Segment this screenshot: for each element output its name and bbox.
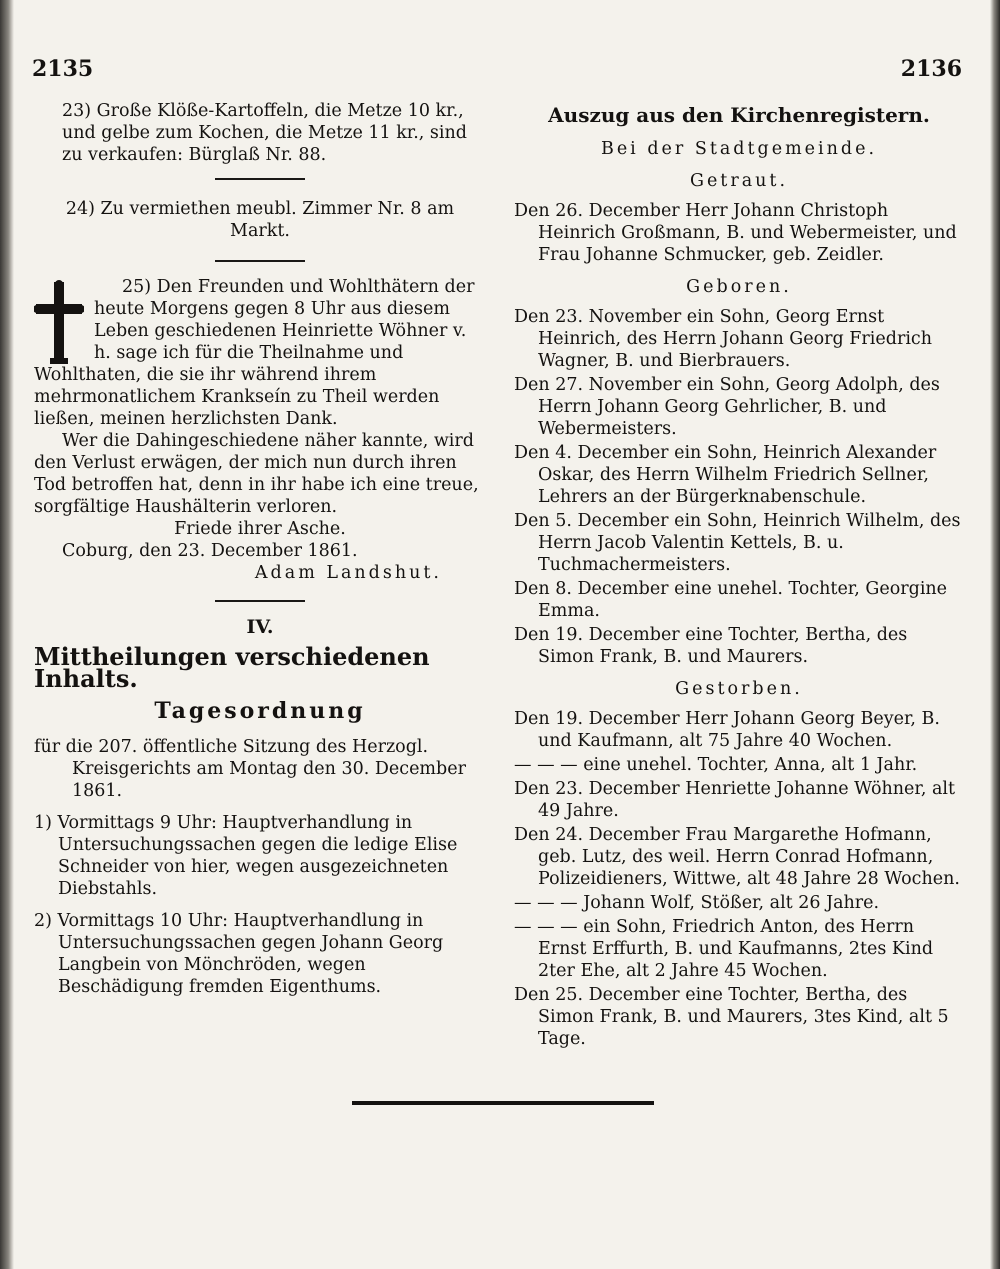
- ad-25-place-date: Coburg, den 23. December 1861.: [62, 541, 358, 561]
- registry-title: Auszug aus den Kirchenregistern.: [548, 103, 930, 127]
- page-number-right: 2136: [900, 56, 962, 82]
- cross-icon: [34, 280, 84, 364]
- registry-entry: Den 26. December Herr Johann Christoph Heinrich Großmann, B. und Webermeister, und Frau Johanne Schmucker, geb. Zeidler.: [514, 201, 957, 265]
- left-column: [34, 100, 486, 1000]
- section-heading-born: Geboren.: [686, 277, 792, 297]
- registry-entry: Den 25. December eine Tochter, Bertha, des Simon Frank, B. und Maurers, 3tes Kind, alt 5 Tage.: [514, 985, 949, 1049]
- cross-icon-graphic: [34, 280, 84, 364]
- registry-entry: Den 19. December Herr Johann Georg Beyer, B. und Kaufmann, alt 75 Jahre 40 Wochen.: [514, 709, 940, 751]
- registry-entry: — — — Johann Wolf, Stößer, alt 26 Jahre.: [514, 893, 880, 913]
- ad-25: [34, 276, 486, 584]
- divider: [215, 178, 305, 180]
- closing-rule: [352, 1101, 654, 1105]
- right-column: [514, 100, 964, 1052]
- registry-entry: Den 19. December eine Tochter, Bertha, des Simon Frank, B. und Maurers.: [514, 625, 908, 667]
- ad-25-signature: Adam Landshut.: [254, 563, 442, 583]
- divider: [215, 600, 305, 602]
- ad-25-peace: Friede ihrer Asche.: [174, 519, 346, 539]
- ad-25-loss: Wer die Dahingeschiedene näher kannte, wird den Verlust erwägen, der mich nun durch ihren Tod betroffen hat, denn in ihr habe ich eine treue, sorgfältige Haushälterin verloren.: [34, 431, 479, 517]
- page-edge-right: [990, 0, 1000, 1269]
- registry-entry: Den 23. December Henriette Johanne Wöhner, alt 49 Jahre.: [514, 779, 956, 821]
- divider: [215, 260, 305, 262]
- registry-entry: Den 8. December eine unehel. Tochter, Georgine Emma.: [514, 579, 948, 621]
- registry-entry: Den 4. December ein Sohn, Heinrich Alexander Oskar, des Herrn Wilhelm Friedrich Sellner, Lehrers an der Bürgerknabenschule.: [514, 443, 937, 507]
- section-numeral: IV.: [246, 616, 274, 638]
- registry-entry: Den 5. December ein Sohn, Heinrich Wilhelm, des Herrn Jacob Valentin Kettels, B. u. Tuchmachermeisters.: [514, 511, 961, 575]
- ad-24: 24) Zu vermiethen meubl. Zimmer Nr. 8 am Markt.: [65, 199, 455, 241]
- agenda-item: 2) Vormittags 10 Uhr: Hauptverhandlung in Untersuchungssachen gegen Johann Georg Langbein von Mönchröden, wegen Beschädigung fremden Eigenthums.: [34, 911, 444, 997]
- section-heading-married: Getraut.: [689, 171, 789, 191]
- page-number-left: 2135: [32, 56, 94, 82]
- parish-heading: Bei der Stadtgemeinde.: [600, 139, 878, 159]
- registry-entry: — — — ein Sohn, Friedrich Anton, des Herrn Ernst Erffurth, B. und Kaufmanns, 2tes Kind 2ter Ehe, alt 2 Jahre 45 Wochen.: [514, 917, 934, 981]
- registry-entry: Den 23. November ein Sohn, Georg Ernst Heinrich, des Herrn Johann Georg Friedrich Wagner, B. und Bierbrauers.: [514, 307, 932, 371]
- ad-25-thanks: 25) Den Freunden und Wohlthätern der heute Morgens gegen 8 Uhr aus diesem Leben geschiedenen Heinriette Wöhner v. h. sage ich für die Theilnahme und Wohlthaten, die sie ihr während ihrem mehrmonatlichem Krankseín zu Theil werden ließen, meinen herzlichsten Dank.: [34, 277, 475, 429]
- agenda-intro: für die 207. öffentliche Sitzung des Herzogl. Kreisgerichts am Montag den 30. December 1861.: [34, 737, 466, 801]
- registry-entry: Den 24. December Frau Margarethe Hofmann, geb. Lutz, des weil. Herrn Conrad Hofmann, Polizeidieners, Wittwe, alt 48 Jahre 28 Wochen.: [514, 825, 960, 889]
- registry-entry: — — — eine unehel. Tochter, Anna, alt 1 Jahr.: [514, 755, 918, 775]
- agenda-title: Tagesordnung: [154, 698, 366, 724]
- ad-23: 23) Große Klöße-Kartoffeln, die Metze 10 kr., und gelbe zum Kochen, die Metze 11 kr., sind zu verkaufen: Bürglaß Nr. 88.: [62, 101, 467, 165]
- agenda-item: 1) Vormittags 9 Uhr: Hauptverhandlung in Untersuchungssachen gegen die ledige Elise Schneider von hier, wegen ausgezeichneten Diebstahls.: [34, 813, 458, 899]
- section-title: Mittheilungen verschiedenen Inhalts.: [34, 642, 430, 693]
- registry-entry: Den 27. November ein Sohn, Georg Adolph, des Herrn Johann Georg Gehrlicher, B. und Webermeisters.: [514, 375, 940, 439]
- page-edge-left: [0, 0, 14, 1269]
- section-heading-died: Gestorben.: [675, 679, 803, 699]
